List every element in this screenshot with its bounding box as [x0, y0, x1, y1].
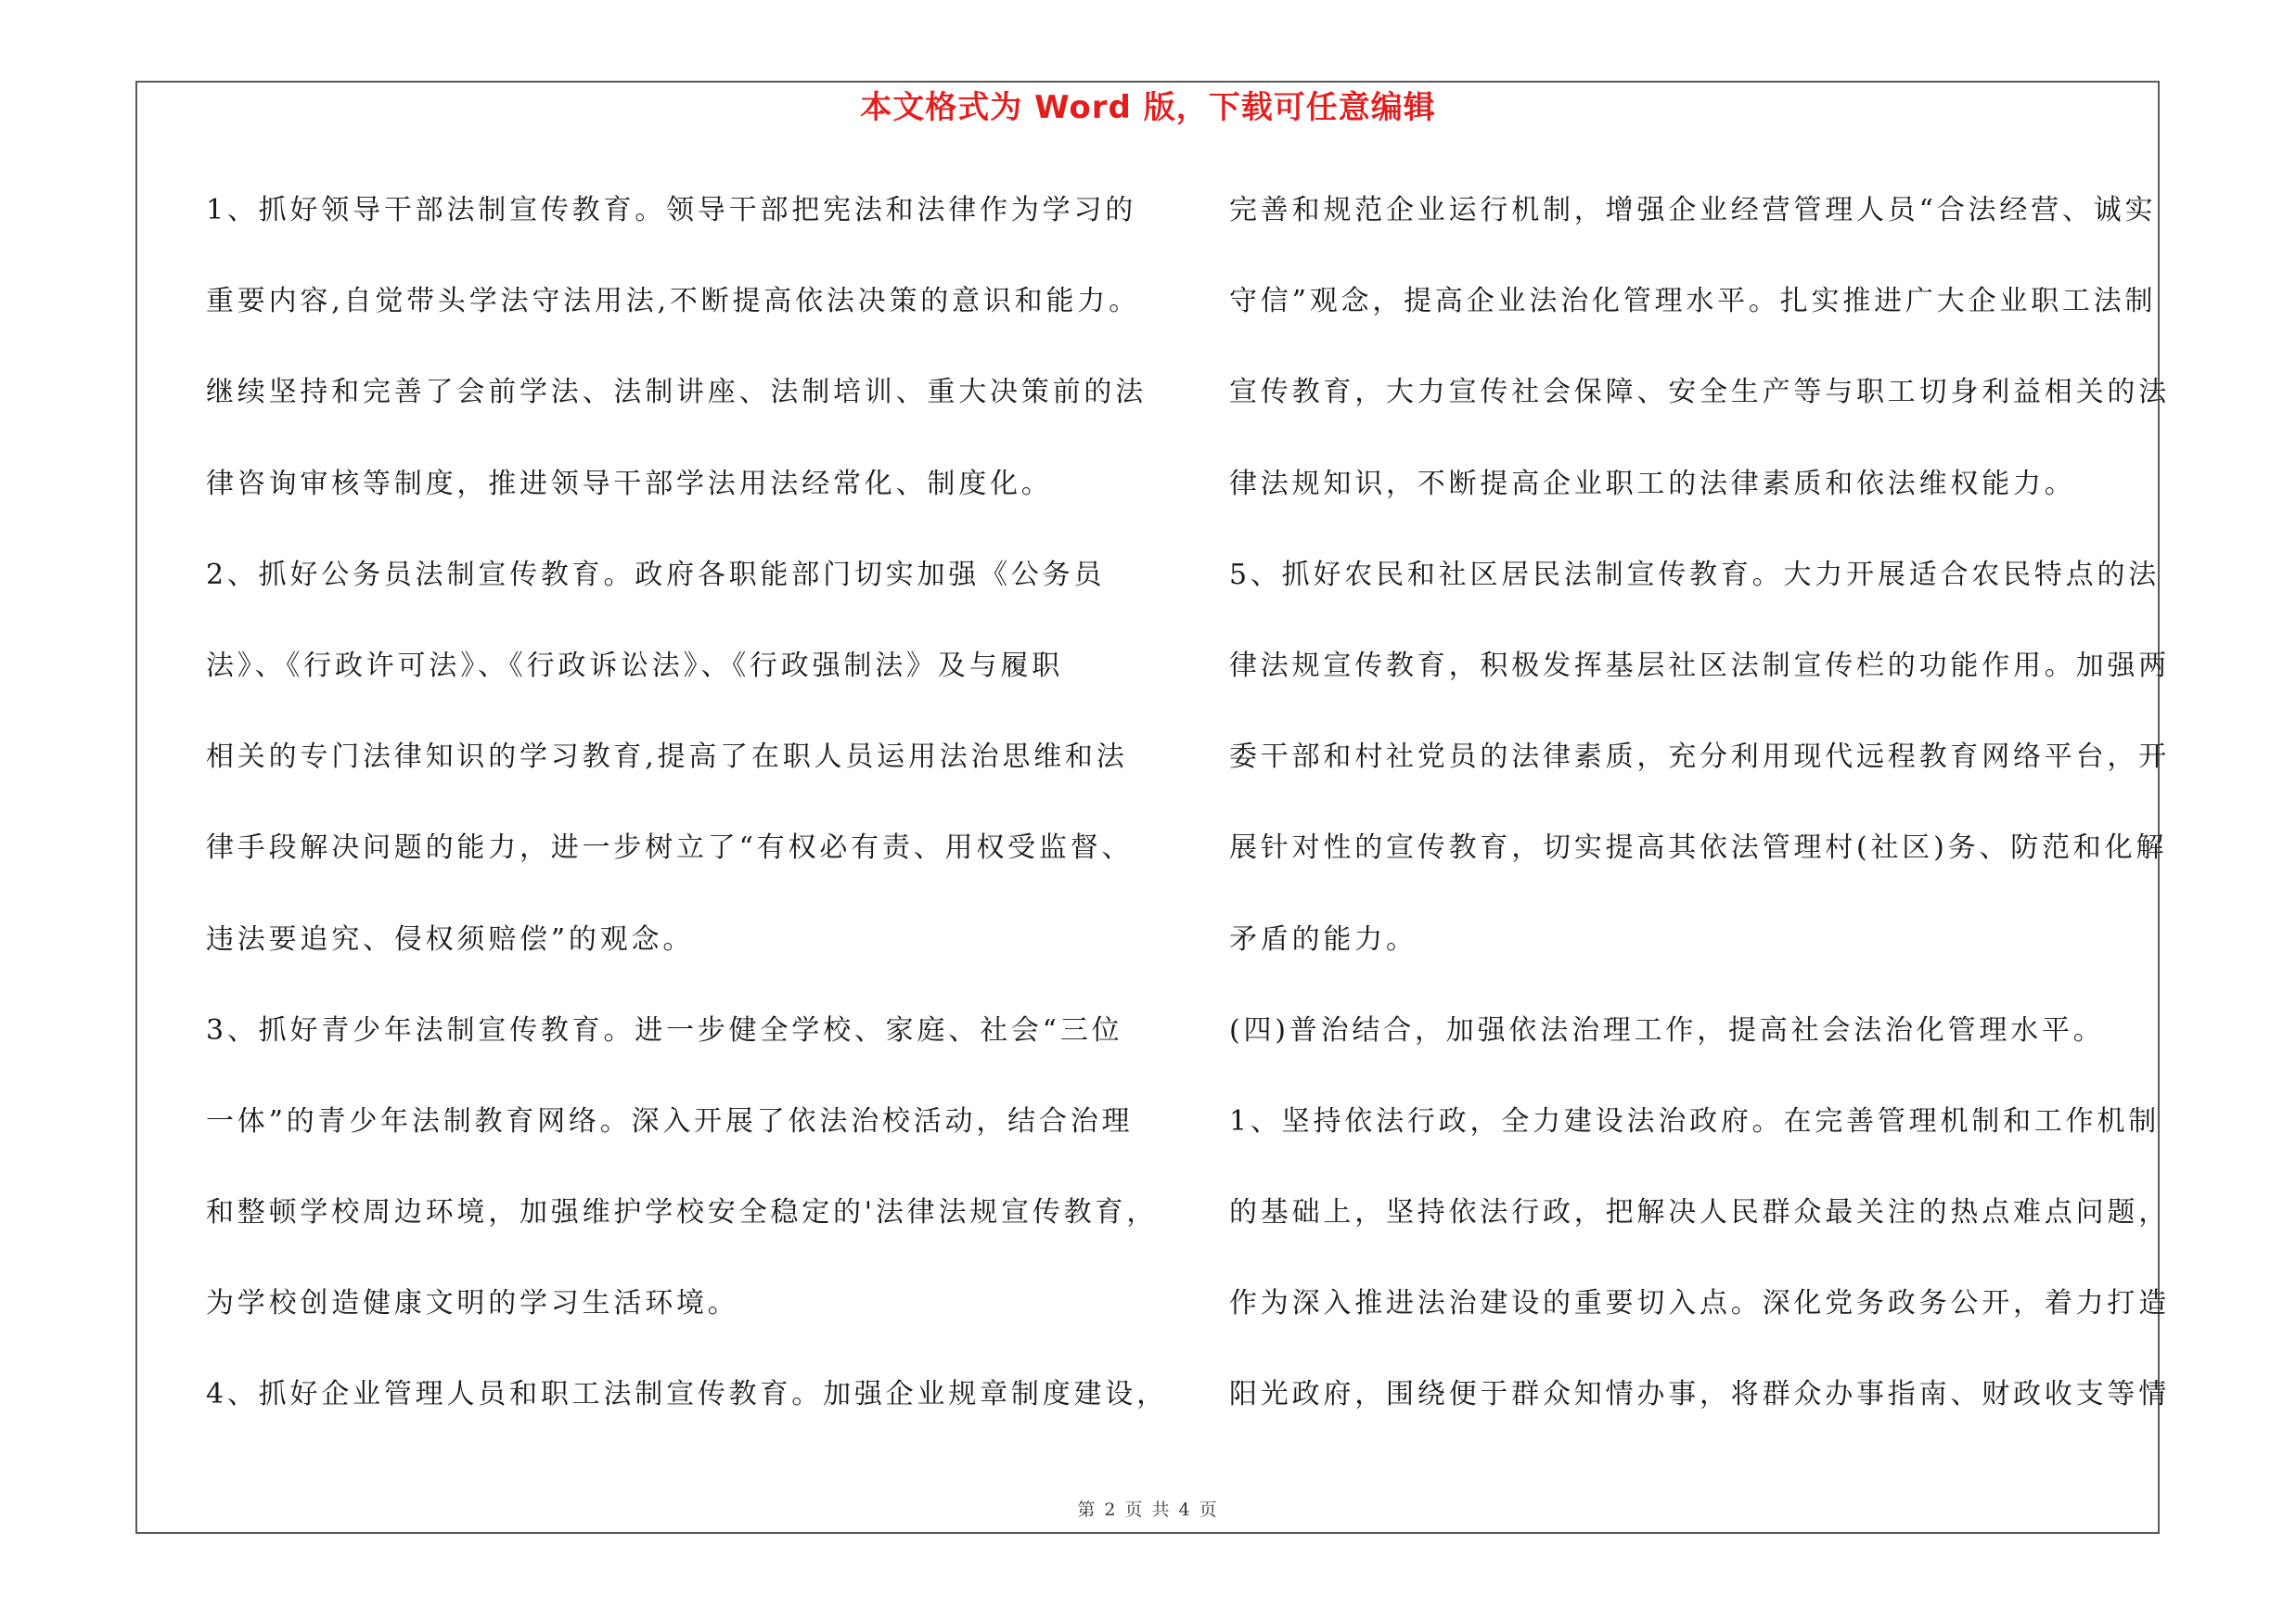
text-line: 矛盾的能力。: [1229, 922, 1417, 956]
text-line: 相关的专门法律知识的学习教育,提高了在职人员运用法治思维和法: [206, 741, 1128, 774]
text-line: 为学校创造健康文明的学习生活环境。: [206, 1287, 739, 1320]
text-line: 2、抓好公务员法制宣传教育。政府各职能部门切实加强《公务员: [206, 558, 1106, 591]
text-line: 完善和规范企业运行机制，增强企业经营管理人员“合法经营、诚实: [1229, 194, 2157, 226]
text-line: 作为深入推进法治建设的重要切入点。深化党务政务公开，着力打造: [1229, 1287, 2170, 1320]
text-line: 和整顿学校周边环境，加强维护学校安全稳定的'法律法规宣传教育，: [206, 1196, 1159, 1230]
text-line: 律咨询审核等制度，推进领导干部学法用法经常化、制度化。: [206, 467, 1053, 500]
left-column: [206, 181, 1168, 1457]
format-banner: 本文格式为 Word 版，下载可任意编辑: [860, 89, 1436, 126]
right-column: [1229, 181, 2170, 1457]
text-line: 律法规知识，不断提高企业职工的法律素质和依法维权能力。: [1229, 467, 2076, 500]
text-line: 3、抓好青少年法制宣传教育。进一步健全学校、家庭、社会“三位: [206, 1013, 1123, 1047]
text-line: 宣传教育，大力宣传社会保障、安全生产等与职工切身利益相关的法: [1229, 376, 2170, 409]
text-line: 法》、《行政许可法》、《行政诉讼法》、《行政强制法》及与履职: [206, 649, 1063, 682]
text-line: 1、坚持依法行政，全力建设法治政府。在完善管理机制和工作机制: [1229, 1104, 2161, 1138]
text-line: 守信”观念，提高企业法治化管理水平。扎实推进广大企业职工法制: [1229, 285, 2157, 318]
text-line: 委干部和村社党员的法律素质，充分利用现代远程教育网络平台，开: [1229, 741, 2170, 774]
page-number-footer: 第 2 页 共 4 页: [1077, 1500, 1219, 1520]
text-line: 阳光政府，围绕便于群众知情办事，将群众办事指南、财政收支等情: [1229, 1378, 2170, 1411]
text-line: 5、抓好农民和社区居民法制宣传教育。大力开展适合农民特点的法: [1229, 558, 2161, 591]
text-line: 律手段解决问题的能力，进一步树立了“有权必有责、用权受监督、: [206, 831, 1134, 865]
text-line: 重要内容,自觉带头学法守法用法,不断提高依法决策的意识和能力。: [206, 285, 1140, 318]
text-line: 展针对性的宣传教育，切实提高其依法管理村(社区)务、防范和化解: [1229, 831, 2168, 865]
text-line: 继续坚持和完善了会前学法、法制讲座、法制培训、重大决策前的法: [206, 376, 1147, 409]
text-line: 律法规宣传教育，积极发挥基层社区法制宣传栏的功能作用。加强两: [1229, 649, 2170, 682]
text-line: 的基础上，坚持依法行政，把解决人民群众最关注的热点难点问题，: [1229, 1196, 2170, 1230]
text-line: (四)普治结合，加强依法治理工作，提高社会法治化管理水平。: [1229, 1013, 2105, 1047]
text-line: 1、抓好领导干部法制宣传教育。领导干部把宪法和法律作为学习的: [206, 194, 1137, 226]
text-line: 违法要追究、侵权须赔偿”的观念。: [206, 922, 695, 956]
text-line: 4、抓好企业管理人员和职工法制宣传教育。加强企业规章制度建设，: [206, 1378, 1168, 1411]
text-line: 一体”的青少年法制教育网络。深入开展了依法治校活动，结合治理: [206, 1104, 1134, 1138]
